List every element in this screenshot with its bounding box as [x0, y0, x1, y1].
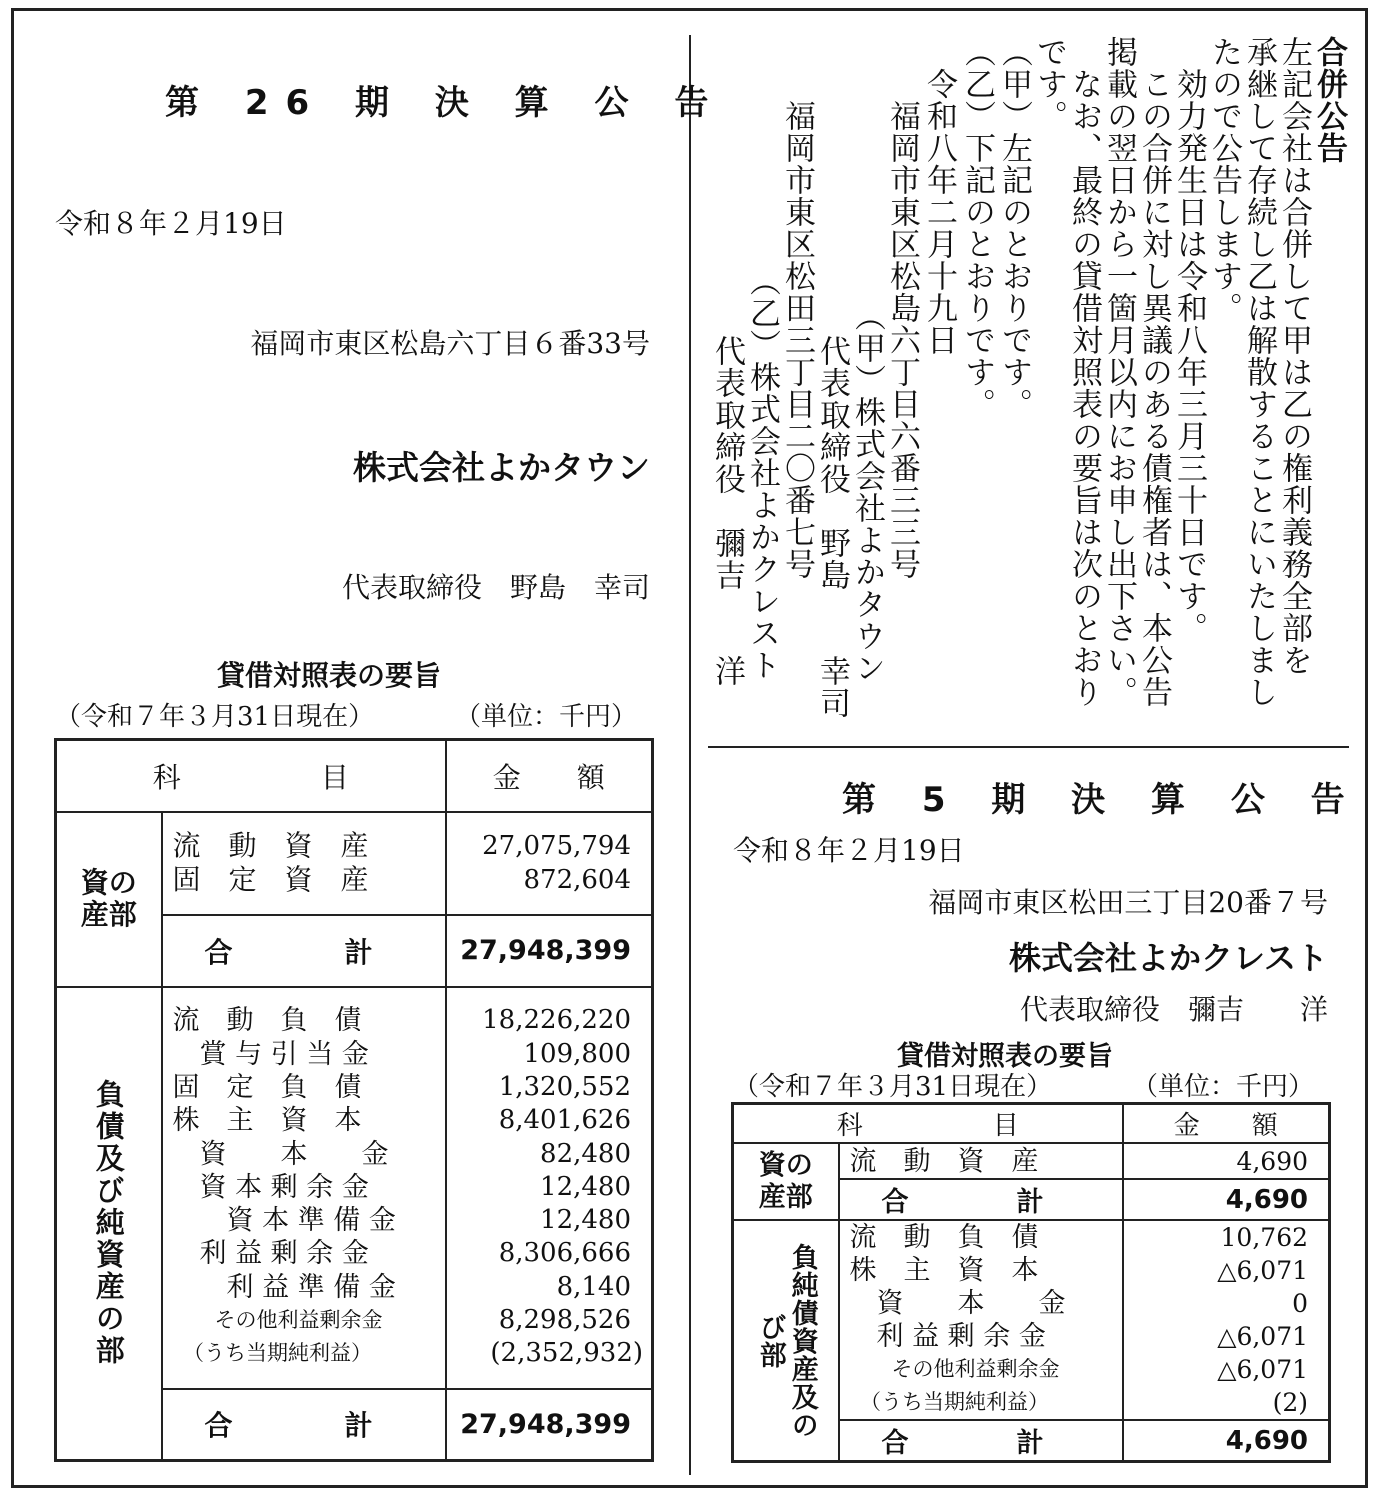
left-liab-item: 資 本 金 — [172, 1138, 389, 1170]
left-address: 福岡市東区松島六丁目６番33号 — [250, 327, 650, 360]
right-asset-total: 4,690 — [1123, 1179, 1330, 1220]
left-asset-values — [446, 812, 653, 915]
right-liab-section — [733, 1220, 839, 1462]
right-representative: 代表取締役 彌吉 洋 — [1019, 993, 1328, 1026]
right-header-amount: 金 額 — [1123, 1104, 1330, 1144]
merger-representative-b: 代表取締役 彌吉 洋 — [709, 335, 745, 687]
left-asset-section — [56, 812, 162, 987]
right-date: 令和８年２月19日 — [733, 834, 965, 867]
right-asset-items — [839, 1143, 1123, 1179]
left-liab-section-label: 負債及び純資産の部 — [91, 1079, 126, 1368]
merger-address-a: 福岡市東区松島六丁目六番三三号 — [884, 100, 920, 580]
right-liab-section-label: 負純債資産及の び部 — [754, 1242, 818, 1439]
right-asset-section-label: 資の産部 — [758, 1149, 813, 1213]
left-liab-item: 利 益 準 備 金 — [172, 1271, 396, 1303]
right-asset-values — [1123, 1143, 1330, 1179]
right-liab-item: 利 益 剰 余 金 — [849, 1321, 1046, 1352]
left-liab-item: 利 益 剰 余 金 — [172, 1238, 369, 1270]
right-liab-total: 4,690 — [1123, 1420, 1330, 1462]
left-header-item: 科 目 — [56, 740, 446, 812]
merger-company-b: （乙）株式会社よかクレスト — [744, 265, 780, 681]
right-balance-sheet — [731, 1102, 1331, 1463]
left-asset-total: 27,948,399 — [446, 915, 653, 987]
column-divider — [689, 35, 691, 1475]
merger-representative-a: 代表取締役 野島 幸司 — [814, 335, 850, 719]
left-liab-section — [56, 987, 162, 1461]
merger-line: 承継して存続し乙は解散することにいたしまし — [1241, 36, 1277, 708]
left-liab-value: 18,226,220 — [482, 1005, 632, 1036]
right-liab-value: 10,762 — [1220, 1223, 1309, 1252]
right-liab-item: その他利益剰余金 — [849, 1357, 1060, 1381]
left-asset-value: 27,075,794 — [482, 831, 632, 861]
merger-address-b: 福岡市東区松田三丁目二〇番七号 — [779, 100, 815, 580]
left-liab-item: 資 本 準 備 金 — [172, 1205, 396, 1237]
left-liab-item: その他利益剰余金 — [172, 1308, 383, 1333]
right-bs-title: 貸借対照表の要旨 — [897, 1041, 1113, 1072]
left-liab-total-label: 合 計 — [162, 1389, 446, 1461]
left-liab-item: 流 動 負 債 — [172, 1005, 362, 1037]
left-asset-item: 流 動 資 産 — [172, 829, 369, 862]
left-liab-items — [162, 987, 446, 1389]
left-company: 株式会社よかタウン — [353, 448, 650, 487]
right-liab-value: △6,071 — [1217, 1355, 1309, 1384]
left-liab-item: 資 本 剰 余 金 — [172, 1171, 369, 1203]
merger-date: 令和八年二月十九日 — [921, 68, 957, 356]
right-liab-value: △6,071 — [1217, 1256, 1309, 1285]
right-header-item: 科 目 — [733, 1104, 1123, 1144]
right-bs-asof: （令和７年３月31日現在） — [733, 1072, 1053, 1102]
merger-line: です。 — [1031, 36, 1067, 132]
left-liab-value: 8,401,626 — [498, 1105, 632, 1136]
merger-line: 効力発生日は令和八年三月三十日です。 — [1171, 68, 1207, 644]
left-bs-title: 貸借対照表の要旨 — [217, 659, 442, 692]
left-liab-values — [446, 987, 653, 1389]
left-liab-item: （うち当期純利益） — [172, 1341, 372, 1366]
merger-line: 掲載の翌日から一箇月以内にお申し出下さい。 — [1101, 36, 1137, 708]
right-liab-item: 資 本 金 — [849, 1288, 1066, 1319]
right-liab-values — [1123, 1220, 1330, 1420]
merger-line: 左記会社は合併して甲は乙の権利義務全部を — [1276, 36, 1312, 676]
left-title: 第 26 期 決 算 公 告 — [165, 83, 726, 123]
merger-company-a: （甲）株式会社よかタウン — [849, 300, 885, 684]
merger-line: たので公告します。 — [1206, 36, 1242, 324]
right-asset-section — [733, 1143, 839, 1220]
left-liab-value: 8,306,666 — [498, 1238, 632, 1269]
left-liab-item: 株 主 資 本 — [172, 1105, 362, 1137]
merger-line: なお、最終の貸借対照表の要旨は次のとおり — [1066, 68, 1102, 708]
left-representative: 代表取締役 野島 幸司 — [341, 571, 650, 604]
right-liab-item: （うち当期純利益） — [849, 1390, 1049, 1414]
right-address: 福岡市東区松田三丁目20番７号 — [928, 886, 1328, 919]
left-asset-item: 固 定 資 産 — [172, 863, 369, 896]
left-liab-value: 8,298,526 — [498, 1305, 632, 1336]
right-liab-item: 流 動 負 債 — [849, 1222, 1039, 1253]
left-asset-items — [162, 812, 446, 915]
left-liab-total: 27,948,399 — [446, 1389, 653, 1461]
right-asset-item: 流 動 資 産 — [849, 1145, 1039, 1177]
left-liab-item: 固 定 負 債 — [172, 1071, 362, 1103]
left-liab-value: (2,352,932) — [490, 1338, 644, 1369]
merger-line: （乙）下記のとおりです。 — [959, 36, 995, 420]
left-liab-value: 12,480 — [540, 1171, 632, 1202]
left-date: 令和８年２月19日 — [55, 207, 287, 240]
left-header-amount: 金 額 — [446, 740, 653, 812]
merger-line: （甲）左記のとおりです。 — [996, 36, 1032, 420]
left-liab-value: 82,480 — [540, 1138, 632, 1169]
right-asset-value: 4,690 — [1236, 1146, 1309, 1176]
right-title: 第 5 期 決 算 公 告 — [842, 780, 1362, 820]
right-liab-value: 0 — [1292, 1289, 1309, 1318]
right-bs-unit: （単位：千円） — [1132, 1072, 1315, 1102]
right-company: 株式会社よかクレスト — [1008, 939, 1328, 977]
left-bs-asof: （令和７年３月31日現在） — [55, 702, 375, 732]
left-liab-value: 109,800 — [523, 1038, 632, 1069]
right-liab-value: (2) — [1272, 1388, 1309, 1417]
right-liab-items — [839, 1220, 1123, 1420]
right-liab-total-label: 合 計 — [839, 1420, 1123, 1462]
merger-divider — [708, 746, 1349, 748]
right-liab-value: △6,071 — [1217, 1322, 1309, 1351]
left-asset-total-label: 合 計 — [162, 915, 446, 987]
left-balance-sheet — [54, 738, 654, 1462]
right-liab-item: 株 主 資 本 — [849, 1255, 1039, 1286]
merger-heading: 合併公告 — [1311, 36, 1347, 164]
right-asset-total-label: 合 計 — [839, 1179, 1123, 1220]
merger-line: この合併に対し異議のある債権者は、本公告 — [1136, 68, 1172, 708]
left-liab-item: 賞 与 引 当 金 — [172, 1038, 369, 1070]
left-asset-value: 872,604 — [523, 865, 632, 895]
left-bs-unit: （単位：千円） — [455, 702, 638, 732]
left-liab-value: 8,140 — [556, 1271, 632, 1302]
left-liab-value: 12,480 — [540, 1205, 632, 1236]
left-asset-section-label: 資の産部 — [80, 866, 137, 931]
left-liab-value: 1,320,552 — [498, 1071, 632, 1102]
